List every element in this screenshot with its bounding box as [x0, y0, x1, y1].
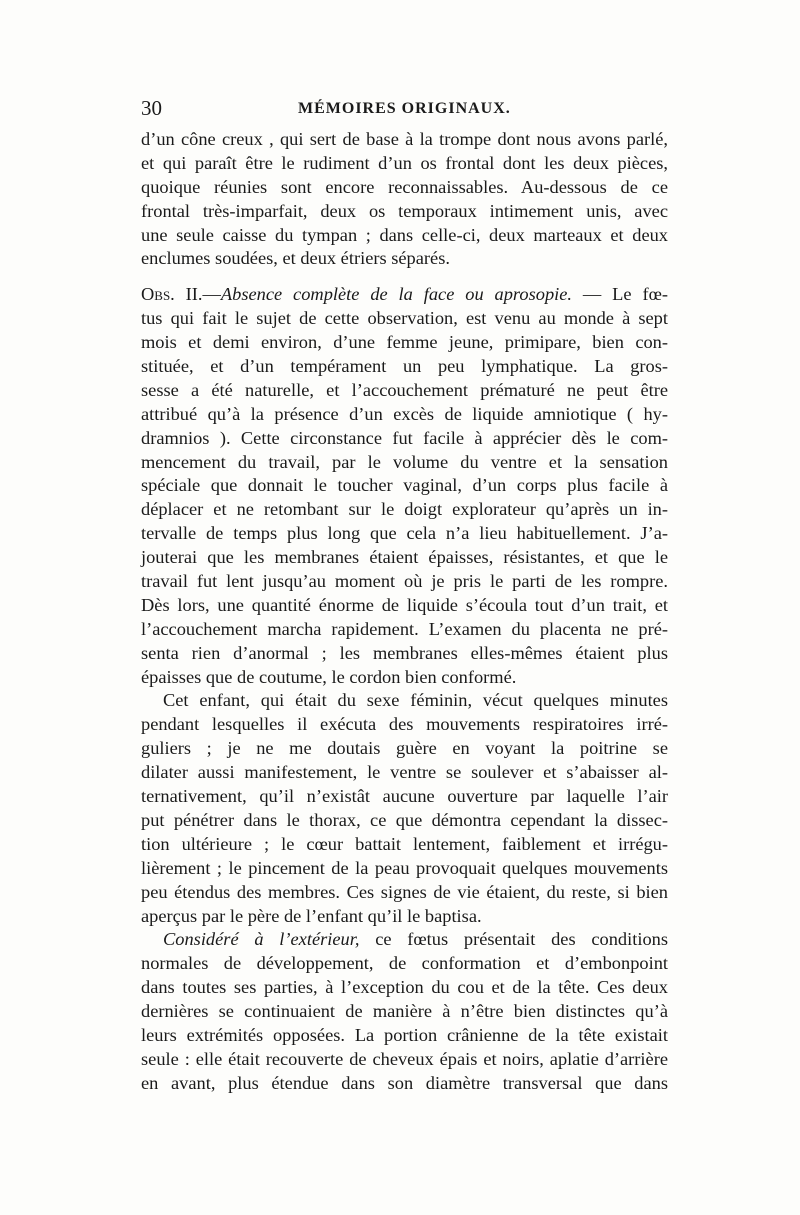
text-line: put pénétrer dans le thorax, ce que démontra cependant la dissec- [141, 809, 668, 830]
text-fragment: ce fœtus présentait des conditions [359, 929, 668, 950]
text-line: épaisses que de coutume, le cordon bien conformé. [141, 666, 517, 687]
body-text [141, 128, 668, 1096]
text-line: Cet enfant, qui était du sexe féminin, vécut quelques minutes [163, 690, 668, 711]
text-line: en avant, plus étendue dans son diamètre transversal que dans [141, 1072, 668, 1093]
text-line: dramnios ). Cette circonstance fut facile à apprécier dès le com- [141, 427, 668, 448]
text-line: leurs extrémités opposées. La portion crânienne de la tête existait [141, 1024, 668, 1045]
text-line: seule : elle était recouverte de cheveux épais et noirs, aplatie d’arrière [141, 1048, 668, 1069]
text-line: dilater aussi manifestement, le ventre se soulever et s’abaisser al- [141, 762, 668, 783]
text-line: enclumes soudées, et deux étriers séparés. [141, 248, 450, 269]
text-line: mencement du travail, par le volume du ventre et la sensation [141, 451, 668, 472]
observation-dash: — [202, 284, 221, 305]
text-line: une seule caisse du tympan ; dans celle-ci, deux marteaux et deux [141, 224, 668, 245]
paragraph-opening-line [141, 928, 668, 952]
text-line: aperçus par le père de l’enfant qu’il le baptisa. [141, 905, 482, 926]
text-line: spéciale que donnait le toucher vaginal, d’un corps plus facile à [141, 475, 668, 496]
paragraph-gap [141, 271, 668, 283]
observation-heading-line [141, 283, 668, 307]
text-line: attribué qu’à la présence d’un excès de liquide amniotique ( hy- [141, 403, 668, 424]
text-fragment: — Le fœ- [572, 284, 668, 305]
running-head [141, 95, 660, 125]
running-title: MÉMOIRES ORIGINAUX. [298, 100, 511, 117]
text-line: déplacer et ne retombant sur le doigt explorateur qu’après un in- [141, 499, 668, 520]
text-line: stituée, et d’un tempérament un peu lymphatique. La gros- [141, 356, 668, 377]
text-line: et qui paraît être le rudiment d’un os frontal dont les deux pièces, [141, 152, 668, 173]
text-line: quoique réunies sont encore reconnaissables. Au-dessous de ce [141, 176, 668, 197]
text-line: normales de développement, de conformation et d’embonpoint [141, 953, 668, 974]
text-line: sesse a été naturelle, et l’accouchement prématuré ne peut être [141, 379, 668, 400]
text-line: senta rien d’anormal ; les membranes elles-mêmes étaient plus [141, 642, 668, 663]
text-line: tervalle de temps plus long que cela n’a lieu habituellement. J’a- [141, 523, 668, 544]
text-line: dernières se continuaient de manière à n’être bien distinctes qu’à [141, 1001, 668, 1022]
text-line: dans toutes ses parties, à l’exception du cou et de la tête. Ces deux [141, 977, 668, 998]
text-line: pendant lesquelles il exécuta des mouvements respiratoires irré- [141, 714, 668, 735]
text-line: guliers ; je ne me doutais guère en voyant la poitrine se [141, 738, 668, 759]
italic-lead: Considéré à l’extérieur, [163, 929, 360, 950]
observation-label: Obs. II. [141, 284, 203, 305]
text-line: lièrement ; le pincement de la peau provoquait quelques mouvements [141, 857, 668, 878]
text-line: d’un cône creux , qui sert de base à la trompe dont nous avons parlé, [141, 129, 668, 149]
text-line: jouterai que les membranes étaient épaisses, résistantes, et que le [141, 547, 668, 568]
text-line: travail fut lent jusqu’au moment où je pris le parti de les rompre. [141, 571, 668, 592]
text-line: l’accouchement marcha rapidement. L’examen du placenta ne pré- [141, 618, 668, 639]
text-line: tion ultérieure ; le cœur battait lentement, faiblement et irrégu- [141, 833, 668, 854]
text-line: peu étendus des membres. Ces signes de vie étaient, du reste, si bien [141, 881, 668, 902]
text-line: mois et demi environ, d’une femme jeune, primipare, bien con- [141, 332, 668, 353]
text-line: ternativement, qu’il n’existât aucune ouverture par laquelle l’air [141, 786, 668, 807]
text-line: Dès lors, une quantité énorme de liquide s’écoula tout d’un trait, et [141, 594, 668, 615]
page-number: 30 [141, 96, 162, 120]
observation-title: Absence complète de la face ou aprosopie. [220, 284, 573, 305]
text-line: tus qui fait le sujet de cette observation, est venu au monde à sept [141, 308, 668, 329]
text-line: frontal très-imparfait, deux os temporaux intimement unis, avec [141, 200, 668, 221]
